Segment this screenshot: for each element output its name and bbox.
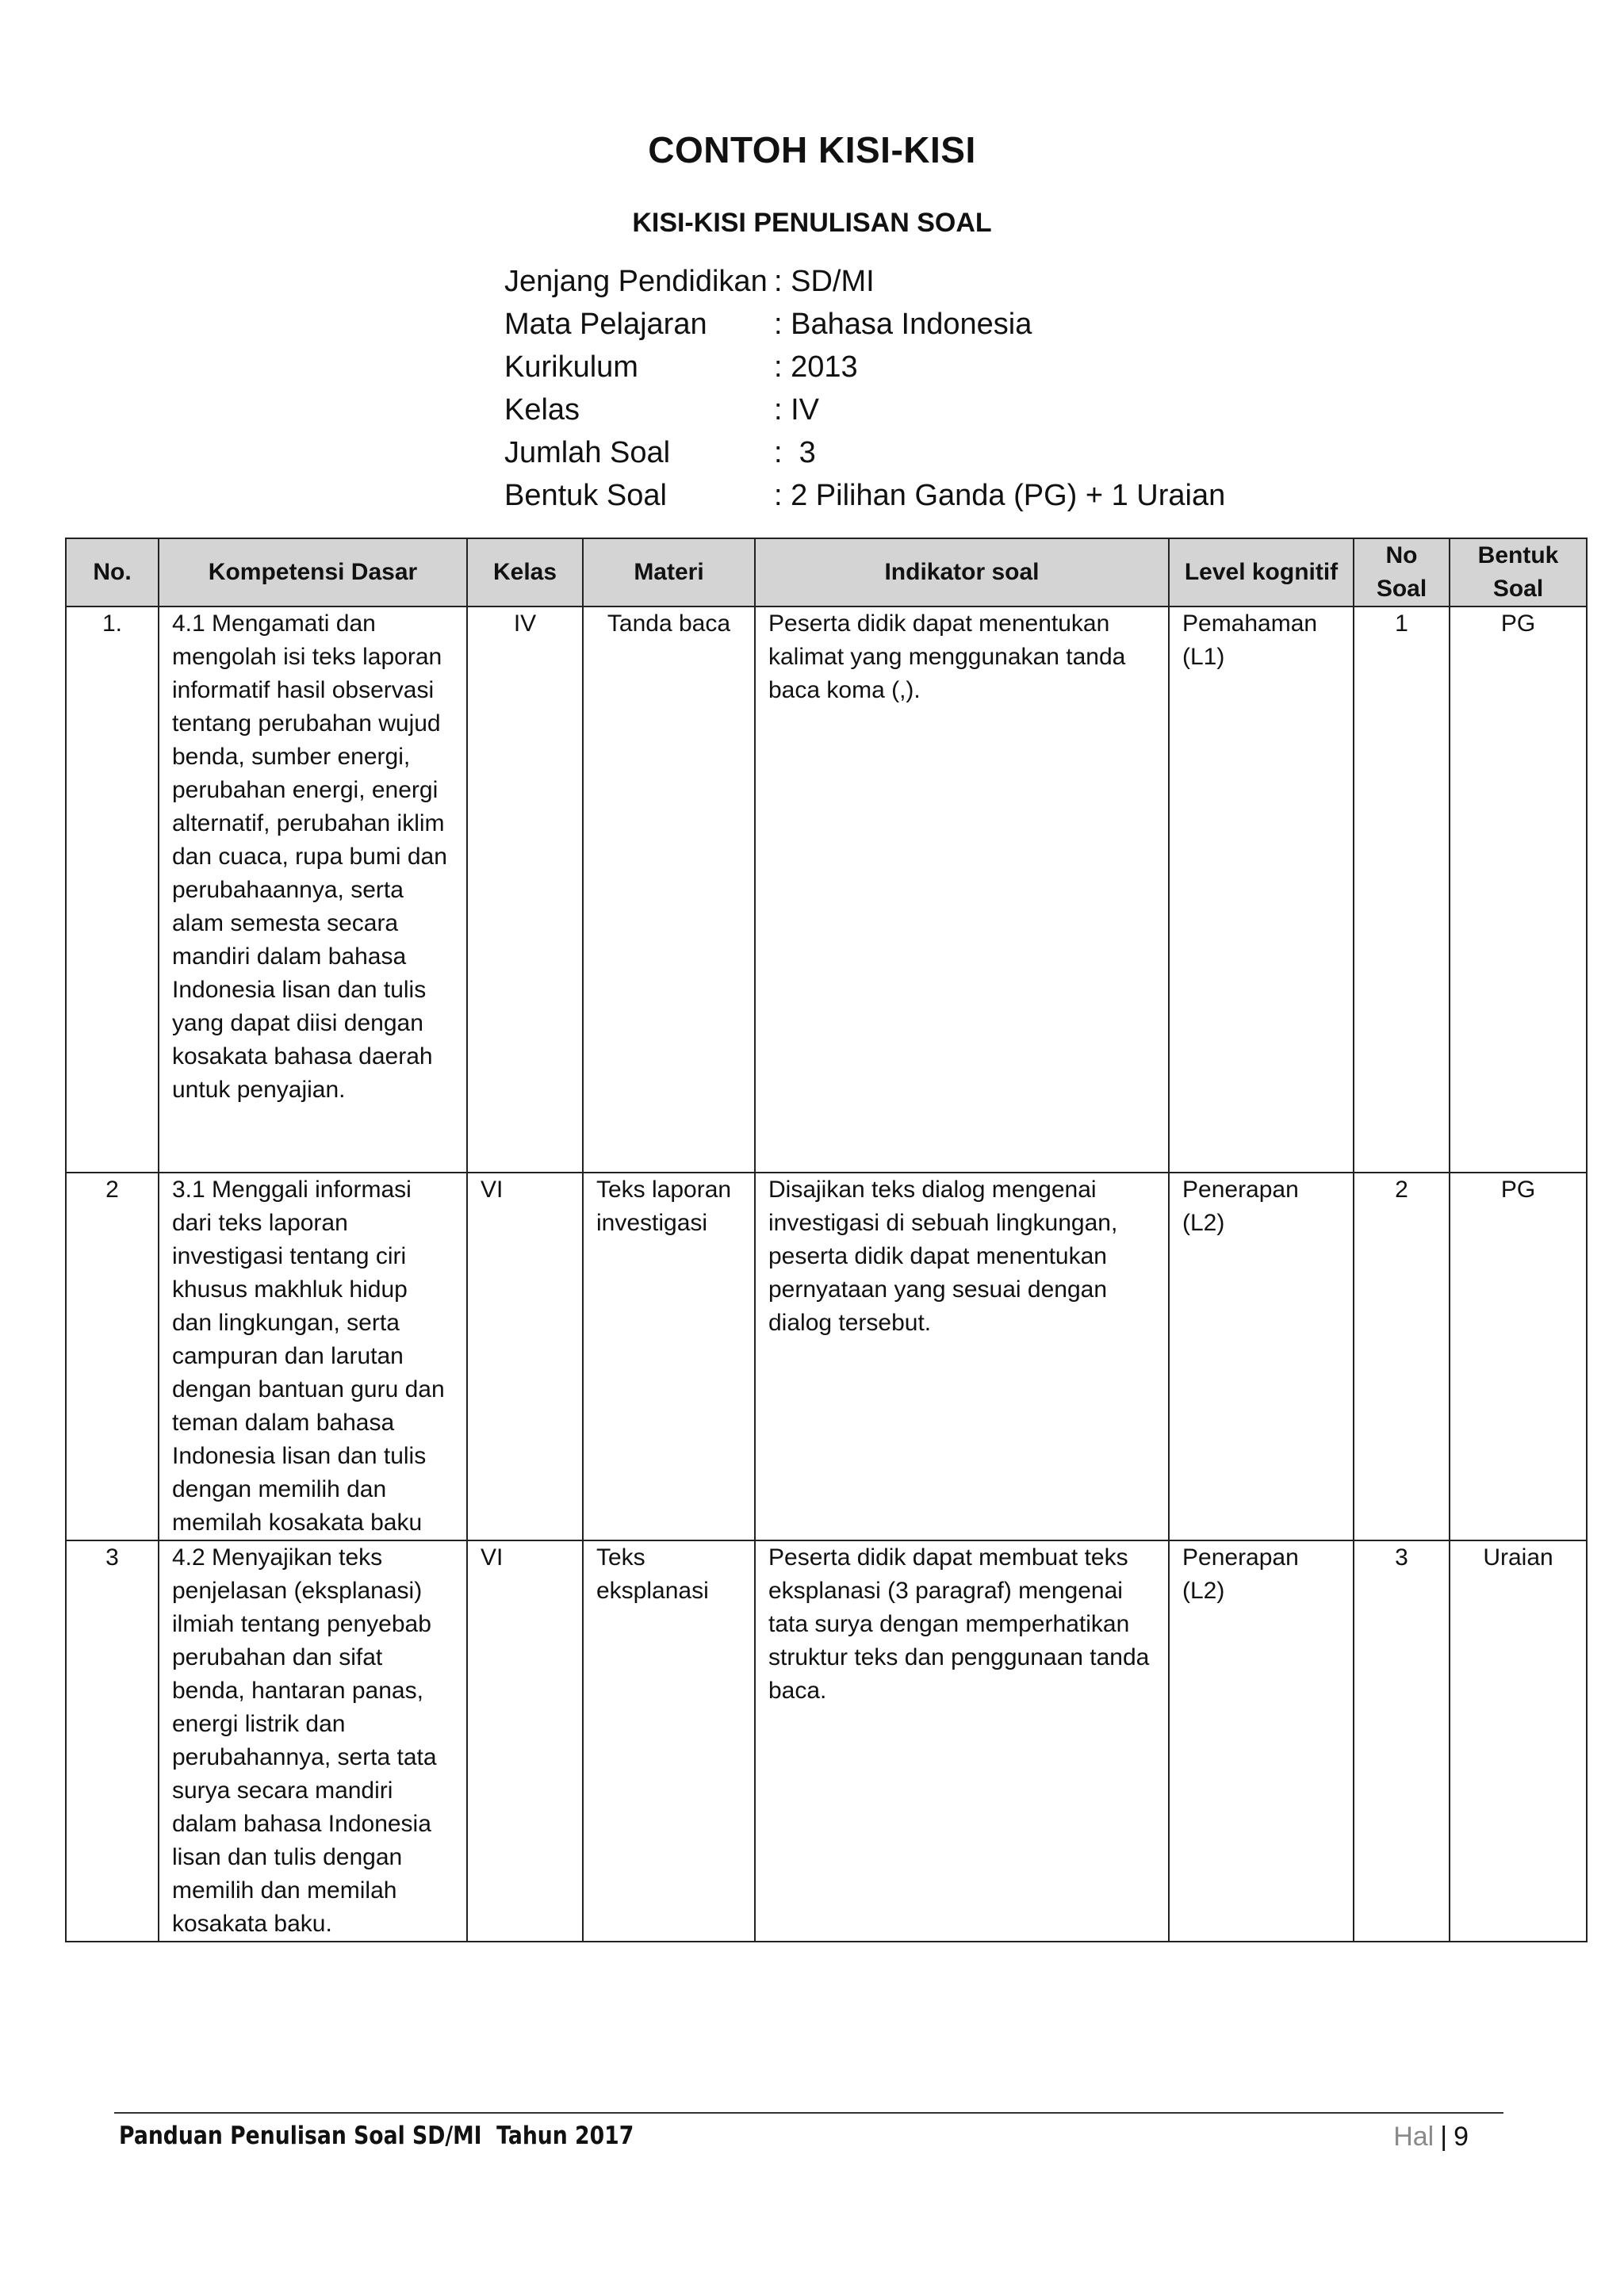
table-row — [66, 607, 1587, 1173]
table-header-row — [66, 538, 1587, 607]
cell-materi: Teks laporan investigasi — [583, 1173, 755, 1540]
meta-row-jenjang — [504, 260, 1225, 303]
meta-row-kelas — [504, 388, 1225, 431]
cell-bentuk: PG — [1450, 607, 1587, 1173]
cell-kompetensi-dasar: 4.2 Menyajikan teks penjelasan (eksplanasi) ilmiah tentang penyebab perubahan dan sifat benda, hantaran panas, energi listrik dan perubahannya, serta tata surya secara mandiri dalam bahasa Indonesia lisan dan tulis dengan memilih dan memilah kosakata baku. — [159, 1540, 467, 1942]
meta-value: : 3 — [774, 436, 816, 469]
cell-level: Penerapan (L2) — [1169, 1540, 1354, 1942]
header-level-kognitif: Level kognitif — [1169, 538, 1354, 607]
cell-no: 3 — [66, 1540, 159, 1942]
cell-bentuk: PG — [1450, 1173, 1587, 1540]
table-row — [66, 1540, 1587, 1942]
cell-kompetensi-dasar: 3.1 Menggali informasi dari teks laporan investigasi tentang ciri khusus makhluk hidup dan lingkungan, serta campuran dan larutan dengan bantuan guru dan teman dalam bahasa Indonesia lisan dan tulis dengan memilih dan memilah kosakata baku — [159, 1173, 467, 1540]
cell-indikator: Peserta didik dapat menentukan kalimat yang menggunakan tanda baca koma (,). — [755, 607, 1169, 1173]
header-no-soal: No Soal — [1354, 538, 1450, 607]
cell-kelas: VI — [467, 1173, 583, 1540]
footer-document-title: Panduan Penulisan Soal SD/MI Tahun 2017 — [119, 2122, 634, 2150]
meta-row-kurikulum — [504, 346, 1225, 388]
meta-label: Kelas — [504, 393, 580, 427]
cell-materi: Tanda baca — [583, 607, 755, 1173]
header-indikator-soal: Indikator soal — [755, 538, 1169, 607]
meta-label: Jumlah Soal — [504, 436, 671, 469]
footer-separator: | — [1440, 2122, 1448, 2152]
footer-page-number — [1393, 2122, 1469, 2152]
page-subtitle: KISI-KISI PENULISAN SOAL — [632, 208, 992, 238]
footer-hal-label: Hal — [1393, 2122, 1434, 2152]
meta-row-bentuk-soal — [504, 474, 1225, 517]
meta-label: Jenjang Pendidikan — [504, 265, 768, 298]
cell-indikator: Peserta didik dapat membuat teks eksplanasi (3 paragraf) mengenai tata surya dengan memperhatikan struktur teks dan penggunaan tanda baca. — [755, 1540, 1169, 1942]
footer-divider — [114, 2112, 1503, 2114]
meta-label: Mata Pelajaran — [504, 308, 707, 341]
cell-indikator: Disajikan teks dialog mengenai investigasi di sebuah lingkungan, peserta didik dapat menentukan pernyataan yang sesuai dengan dialog tersebut. — [755, 1173, 1169, 1540]
meta-row-mapel — [504, 303, 1225, 346]
header-no: No. — [66, 538, 159, 607]
cell-level: Pemahaman (L1) — [1169, 607, 1354, 1173]
meta-row-jumlah-soal — [504, 431, 1225, 474]
header-materi: Materi — [583, 538, 755, 607]
meta-value: : 2 Pilihan Ganda (PG) + 1 Uraian — [774, 479, 1226, 512]
cell-no: 2 — [66, 1173, 159, 1540]
meta-label: Kurikulum — [504, 350, 638, 384]
meta-value: : Bahasa Indonesia — [774, 308, 1032, 341]
header-bentuk-soal: Bentuk Soal — [1450, 538, 1587, 607]
cell-no-soal: 2 — [1354, 1173, 1450, 1540]
header-kompetensi-dasar: Kompetensi Dasar — [159, 538, 467, 607]
cell-kelas: IV — [467, 607, 583, 1173]
meta-value: : 2013 — [774, 350, 858, 384]
cell-no-soal: 1 — [1354, 607, 1450, 1173]
cell-kelas: VI — [467, 1540, 583, 1942]
cell-level: Penerapan (L2) — [1169, 1173, 1354, 1540]
table-row — [66, 1173, 1587, 1540]
footer-page-value: 9 — [1454, 2122, 1469, 2152]
document-metadata — [504, 260, 1225, 517]
cell-no: 1. — [66, 607, 159, 1173]
kisi-kisi-table — [65, 538, 1588, 1942]
meta-value: : SD/MI — [774, 265, 875, 298]
cell-kompetensi-dasar: 4.1 Mengamati dan mengolah isi teks laporan informatif hasil observasi tentang perubahan wujud benda, sumber energi, perubahan energi, energi alternatif, perubahan iklim dan cuaca, rupa bumi dan perubahaannya, serta alam semesta secara mandiri dalam bahasa Indonesia lisan dan tulis yang dapat diisi dengan kosakata bahasa daerah untuk penyajian. — [159, 607, 467, 1173]
page-title: CONTOH KISI-KISI — [648, 129, 976, 170]
cell-materi: Teks eksplanasi — [583, 1540, 755, 1942]
meta-value: : IV — [774, 393, 820, 427]
meta-label: Bentuk Soal — [504, 479, 667, 512]
cell-no-soal: 3 — [1354, 1540, 1450, 1942]
header-kelas: Kelas — [467, 538, 583, 607]
cell-bentuk: Uraian — [1450, 1540, 1587, 1942]
